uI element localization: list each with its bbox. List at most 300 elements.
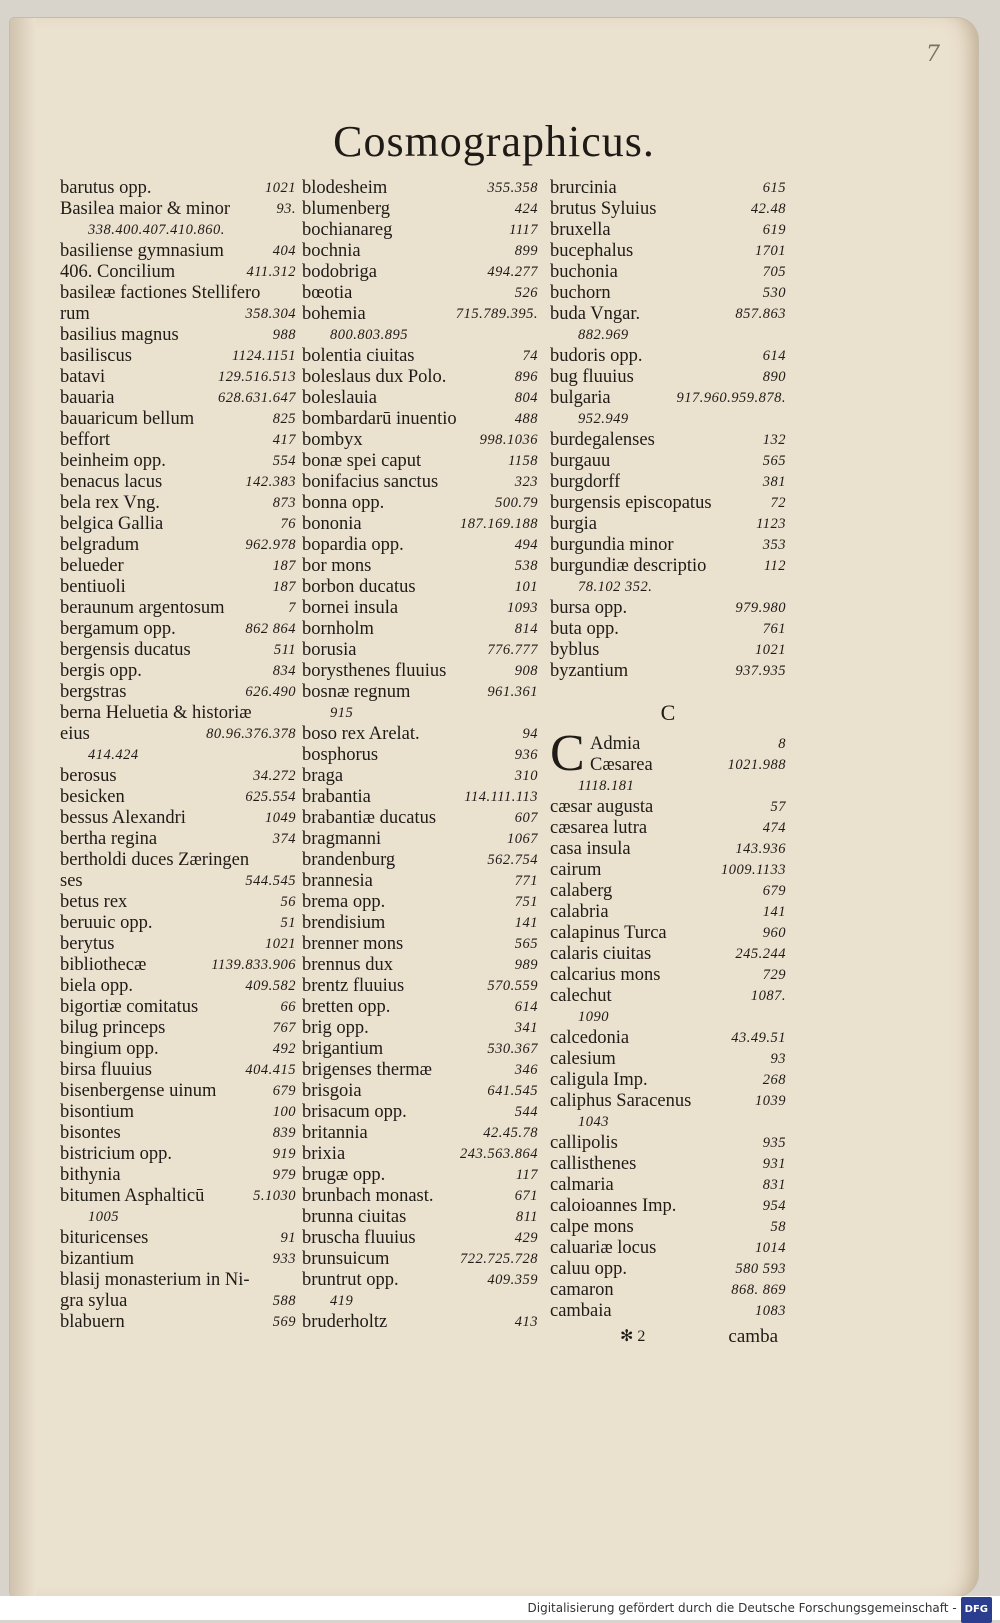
- index-term: bauaria: [60, 388, 115, 408]
- index-page-refs: 562.754: [487, 852, 538, 868]
- index-page-refs: 424: [514, 201, 538, 217]
- index-page-refs: 132: [762, 432, 786, 448]
- index-entry: [302, 871, 538, 892]
- index-column-2: [302, 178, 538, 1333]
- index-page-refs: 245.244: [735, 946, 786, 962]
- index-term: bizantium: [60, 1249, 134, 1269]
- index-page-refs: 917.960.959.878.: [676, 390, 786, 406]
- index-term: brunna ciuitas: [302, 1207, 407, 1227]
- index-page-refs: 1009.1133: [720, 862, 786, 878]
- index-entry: [302, 829, 538, 850]
- index-entry: [60, 493, 296, 514]
- index-term: burgundiæ descriptio: [550, 556, 707, 576]
- index-page-refs: 937.935: [735, 663, 786, 679]
- index-entry: [60, 367, 296, 388]
- index-page-refs: 1083: [755, 1303, 786, 1319]
- index-term: burgia: [550, 514, 597, 534]
- index-entry: [550, 241, 786, 262]
- index-term: burdegalenses: [550, 430, 655, 450]
- index-page-refs: 114.111.113: [464, 789, 538, 805]
- index-page-refs: 1049: [265, 810, 296, 826]
- catchword: camba: [728, 1326, 778, 1347]
- index-term: birsa fluuius: [60, 1060, 152, 1080]
- index-entry: [550, 535, 786, 556]
- index-entry: [60, 388, 296, 409]
- index-page-refs: 615: [762, 180, 786, 196]
- index-entry: [302, 1165, 538, 1186]
- index-entry: [302, 514, 538, 535]
- index-page-refs: 5.1030: [253, 1188, 296, 1204]
- index-entry: [550, 797, 786, 818]
- index-term: bela rex Vng.: [60, 493, 160, 513]
- index-entry: [60, 1060, 296, 1081]
- index-page-refs: 614: [762, 348, 786, 364]
- index-term: cæsarea lutra: [550, 818, 648, 838]
- index-term: brutus Syluius: [550, 199, 657, 219]
- index-entry: [60, 724, 296, 745]
- index-term: camaron: [550, 1280, 614, 1300]
- index-entry: [302, 304, 538, 325]
- index-entry: [60, 1186, 296, 1207]
- index-page-refs: 625.554: [245, 789, 296, 805]
- index-entry: [302, 997, 538, 1018]
- index-entry: [60, 1270, 296, 1291]
- index-term: bruntrut opp.: [302, 1270, 399, 1290]
- index-entry: [302, 178, 538, 199]
- index-entry: [60, 241, 296, 262]
- index-entry: [302, 388, 538, 409]
- index-page-refs: 353: [762, 537, 786, 553]
- index-entry: [302, 220, 538, 241]
- index-entry: [60, 829, 296, 850]
- index-entry: [60, 934, 296, 955]
- index-term: rum: [60, 304, 90, 324]
- digitization-footer: [0, 1596, 1000, 1620]
- index-page-refs: 619: [762, 222, 786, 238]
- index-entry: [302, 913, 538, 934]
- index-column-3: [550, 178, 786, 1348]
- index-page-refs: 42.48: [750, 201, 786, 217]
- index-entry-continuation: 1118.181: [578, 778, 635, 794]
- index-entry: [550, 472, 786, 493]
- index-entry: [302, 745, 538, 766]
- index-term: brigantium: [302, 1039, 384, 1059]
- index-page-refs: 1021: [755, 642, 786, 658]
- index-page-refs: [292, 703, 296, 724]
- index-entry: [550, 199, 786, 220]
- index-page-refs: 429: [514, 1230, 538, 1246]
- index-term: caliphus Saracenus: [550, 1091, 692, 1111]
- index-entry: [550, 367, 786, 388]
- index-term: bertholdi duces Zæringen: [60, 850, 250, 870]
- index-page-refs: 896: [514, 369, 538, 385]
- index-term: bosphorus: [302, 745, 379, 765]
- index-term: brendisium: [302, 913, 386, 933]
- index-page-refs: 91: [280, 1230, 296, 1246]
- index-term: budoris opp.: [550, 346, 643, 366]
- index-entry: [60, 1312, 296, 1333]
- index-entry: [60, 535, 296, 556]
- index-entry: [302, 409, 538, 430]
- index-page-refs: [292, 850, 296, 871]
- index-page-refs: 890: [762, 369, 786, 385]
- index-entry: [550, 514, 786, 535]
- index-entry: [60, 283, 296, 304]
- index-entry: [302, 1207, 538, 1228]
- index-term: calmaria: [550, 1175, 614, 1195]
- book-page: [10, 18, 978, 1596]
- index-page-refs: 1124.1151: [232, 348, 296, 364]
- index-term: brurcinia: [550, 178, 617, 198]
- catchline: [550, 1326, 786, 1348]
- index-term: bulgaria: [550, 388, 611, 408]
- index-term: bithynia: [60, 1165, 121, 1185]
- index-page-refs: 873: [272, 495, 296, 511]
- index-page-refs: 776.777: [487, 642, 538, 658]
- index-page-refs: 715.789.395.: [455, 306, 538, 322]
- index-term: beffort: [60, 430, 110, 450]
- index-entry: [302, 640, 538, 661]
- index-entry: [302, 493, 538, 514]
- index-entry-continuation: 800.803.895: [330, 327, 408, 343]
- index-term: bergamum opp.: [60, 619, 176, 639]
- index-page-refs: 42.45.78: [483, 1125, 538, 1141]
- index-entry: [60, 409, 296, 430]
- index-entry: [302, 934, 538, 955]
- index-entry: [302, 1270, 538, 1291]
- page-gutter: [10, 18, 36, 1596]
- index-entry: [550, 923, 786, 944]
- index-entry: [302, 1102, 538, 1123]
- index-term: boleslauia: [302, 388, 378, 408]
- index-entry: [60, 661, 296, 682]
- index-entry: [302, 724, 538, 745]
- index-entry: [302, 346, 538, 367]
- index-entry: [60, 1291, 296, 1312]
- index-entry: [60, 871, 296, 892]
- index-term: calabria: [550, 902, 609, 922]
- index-entry: [302, 976, 538, 997]
- index-entry: [550, 178, 786, 199]
- index-entry: [550, 1175, 786, 1196]
- index-term: brannesia: [302, 871, 373, 891]
- index-entry: [302, 1228, 538, 1249]
- index-page-refs: 544.545: [245, 873, 296, 889]
- index-term: calpe mons: [550, 1217, 634, 1237]
- index-page-refs: 346: [514, 1062, 538, 1078]
- index-term: bornei insula: [302, 598, 399, 618]
- index-term: bisontes: [60, 1123, 121, 1143]
- index-entry: [302, 955, 538, 976]
- index-term: bruderholtz: [302, 1312, 388, 1332]
- index-entry: [550, 451, 786, 472]
- index-entry: [550, 598, 786, 619]
- index-term: bononia: [302, 514, 362, 534]
- index-entry: [302, 808, 538, 829]
- index-term: brisacum opp.: [302, 1102, 407, 1122]
- index-term: bruscha fluuius: [302, 1228, 416, 1248]
- index-entry: [60, 598, 296, 619]
- dfg-logo: DFG: [961, 1597, 992, 1623]
- index-term: caloioannes Imp.: [550, 1196, 677, 1216]
- index-term: basilius magnus: [60, 325, 179, 345]
- index-term: batavi: [60, 367, 106, 387]
- index-term: casa insula: [550, 839, 631, 859]
- index-page-refs: 580 593: [735, 1261, 786, 1277]
- index-term: calechut: [550, 986, 612, 1006]
- index-term: blodesheim: [302, 178, 388, 198]
- index-entry-continuation: 419: [330, 1293, 354, 1309]
- dropcap-block: [550, 725, 786, 782]
- index-page-refs: 569: [272, 1314, 296, 1330]
- index-page-refs: 404.415: [245, 1062, 296, 1078]
- index-term: besicken: [60, 787, 125, 807]
- index-page-refs: 358.304: [245, 306, 296, 322]
- index-page-refs: 868. 869: [731, 1282, 786, 1298]
- index-entry-continuation: 952.949: [578, 411, 629, 427]
- index-entry: [60, 976, 296, 997]
- index-term: beruuic opp.: [60, 913, 153, 933]
- index-page-refs: 187: [272, 579, 296, 595]
- index-term: borusia: [302, 640, 357, 660]
- index-entry: [60, 619, 296, 640]
- index-term: brabantiæ ducatus: [302, 808, 437, 828]
- index-entry: [550, 1280, 786, 1301]
- index-entry: [550, 1238, 786, 1259]
- index-term: calapinus Turca: [550, 923, 667, 943]
- index-entry: [60, 1081, 296, 1102]
- index-entry: [590, 734, 786, 755]
- index-term: brabantia: [302, 787, 371, 807]
- index-page-refs: 565: [514, 936, 538, 952]
- index-term: berosus: [60, 766, 117, 786]
- index-term: brunsuicum: [302, 1249, 390, 1269]
- index-term: bruxella: [550, 220, 611, 240]
- index-term: caluu opp.: [550, 1259, 628, 1279]
- index-term: borbon ducatus: [302, 577, 416, 597]
- index-page-refs: 988: [272, 327, 296, 343]
- index-page-refs: 908: [514, 663, 538, 679]
- index-entry: [550, 619, 786, 640]
- index-entry: [60, 787, 296, 808]
- index-page-refs: 243.563.864: [460, 1146, 538, 1162]
- index-entry: [60, 577, 296, 598]
- index-page-refs: 960: [762, 925, 786, 941]
- index-entry: [302, 1144, 538, 1165]
- index-term: bœotia: [302, 283, 353, 303]
- index-page-refs: 58: [770, 1219, 786, 1235]
- index-term: blumenberg: [302, 199, 391, 219]
- index-term: bilug princeps: [60, 1018, 166, 1038]
- index-term: berna Heluetia & historiæ: [60, 703, 252, 723]
- dropcap-entries: [550, 734, 786, 776]
- index-term: bopardia opp.: [302, 535, 404, 555]
- index-page-refs: 413: [514, 1314, 538, 1330]
- index-page-refs: 1067: [507, 831, 538, 847]
- index-page-refs: [292, 283, 296, 304]
- index-page-refs: 530.367: [487, 1041, 538, 1057]
- index-term: bombyx: [302, 430, 363, 450]
- index-page-refs: 323: [514, 474, 538, 490]
- index-entry: [550, 220, 786, 241]
- index-entry: [60, 1249, 296, 1270]
- index-term: bituricenses: [60, 1228, 149, 1248]
- index-entry: [302, 1123, 538, 1144]
- index-page-refs: 614: [514, 999, 538, 1015]
- index-entry: [302, 241, 538, 262]
- index-entry: [550, 388, 786, 409]
- index-page-refs: 80.96.376.378: [206, 726, 296, 742]
- index-page-refs: 729: [762, 967, 786, 983]
- index-entry: [550, 1196, 786, 1217]
- index-entry: [60, 304, 296, 325]
- index-entry: [302, 451, 538, 472]
- index-entry: [550, 283, 786, 304]
- index-entry: [60, 1144, 296, 1165]
- index-term: gra sylua: [60, 1291, 128, 1311]
- index-page-refs: 834: [272, 663, 296, 679]
- index-term: brema opp.: [302, 892, 386, 912]
- index-entry: [550, 986, 786, 1007]
- index-term: brugæ opp.: [302, 1165, 386, 1185]
- section-letter-heading: C: [660, 700, 676, 725]
- index-page-refs: 500.79: [495, 495, 538, 511]
- index-page-refs: 526: [514, 285, 538, 301]
- index-page-refs: 530: [762, 285, 786, 301]
- index-page-refs: 187: [272, 558, 296, 574]
- index-entry: [60, 1039, 296, 1060]
- index-page-refs: 141: [514, 915, 538, 931]
- index-term: bornholm: [302, 619, 374, 639]
- index-entry: [302, 535, 538, 556]
- index-term: brandenburg: [302, 850, 396, 870]
- index-term: ses: [60, 871, 83, 891]
- index-entry: [60, 346, 296, 367]
- index-term: buta opp.: [550, 619, 619, 639]
- index-term: bigortiæ comitatus: [60, 997, 199, 1017]
- index-page-refs: 641.545: [487, 1083, 538, 1099]
- index-page-refs: 7: [288, 600, 296, 616]
- index-page-refs: 1158: [508, 453, 538, 469]
- index-term: bingium opp.: [60, 1039, 159, 1059]
- index-page-refs: 804: [514, 390, 538, 406]
- index-term: callipolis: [550, 1133, 618, 1153]
- index-entry: [302, 283, 538, 304]
- index-entry-continuation: 1090: [578, 1009, 609, 1025]
- index-page-refs: 494.277: [487, 264, 538, 280]
- index-term: brisgoia: [302, 1081, 362, 1101]
- index-page-refs: 705: [762, 264, 786, 280]
- index-term: beinheim opp.: [60, 451, 166, 471]
- index-entry: [550, 860, 786, 881]
- index-page-refs: 51: [280, 915, 296, 931]
- index-term: bodobriga: [302, 262, 378, 282]
- index-term: calaberg: [550, 881, 613, 901]
- index-term: blabuern: [60, 1312, 125, 1332]
- index-entry: [302, 1249, 538, 1270]
- index-entry: [550, 346, 786, 367]
- index-term: belgica Gallia: [60, 514, 164, 534]
- index-entry: [302, 430, 538, 451]
- footer-text: Digitalisierung gefördert durch die Deutsche Forschungsgemeinschaft -: [527, 1601, 957, 1615]
- index-page-refs: 57: [770, 799, 786, 815]
- index-entry: [60, 451, 296, 472]
- index-entry: [60, 556, 296, 577]
- index-page-refs: 626.490: [245, 684, 296, 700]
- index-page-refs: 771: [514, 873, 538, 889]
- index-page-refs: 554: [272, 453, 296, 469]
- index-page-refs: 1123: [756, 516, 786, 532]
- index-term: brenner mons: [302, 934, 404, 954]
- index-page-refs: 931: [762, 1156, 786, 1172]
- index-term: braga: [302, 766, 344, 786]
- index-page-refs: 93.: [276, 201, 296, 217]
- index-page-refs: 409.582: [245, 978, 296, 994]
- index-term: bergensis ducatus: [60, 640, 191, 660]
- index-page-refs: 998.1036: [479, 432, 538, 448]
- index-term: boso rex Arelat.: [302, 724, 420, 744]
- index-entry: [60, 1165, 296, 1186]
- index-term: bochnia: [302, 241, 361, 261]
- dropcap-initial: C: [550, 725, 585, 782]
- index-page-refs: 187.169.188: [460, 516, 538, 532]
- index-term: bosnæ regnum: [302, 682, 411, 702]
- index-page-refs: 66: [280, 999, 296, 1015]
- index-entry: [550, 1259, 786, 1280]
- index-term: buda Vngar.: [550, 304, 641, 324]
- index-term: brig opp.: [302, 1018, 369, 1038]
- index-page-refs: 117: [515, 1167, 538, 1183]
- index-page-refs: 544: [514, 1104, 538, 1120]
- index-page-refs: 494: [514, 537, 538, 553]
- index-entry-continuation: 414.424: [88, 747, 139, 763]
- index-page-refs: 899: [514, 243, 538, 259]
- index-page-refs: 417: [272, 432, 296, 448]
- index-term: bonæ spei caput: [302, 451, 422, 471]
- index-entry: [60, 997, 296, 1018]
- index-page-refs: 112: [763, 558, 786, 574]
- index-term: brigenses thermæ: [302, 1060, 432, 1080]
- index-term: bonna opp.: [302, 493, 385, 513]
- index-page-refs: 628.631.647: [218, 390, 296, 406]
- index-page-refs: 565: [762, 453, 786, 469]
- index-page-refs: 857.863: [735, 306, 786, 322]
- index-page-refs: 474: [762, 820, 786, 836]
- index-term: brunbach monast.: [302, 1186, 434, 1206]
- index-entry: [60, 199, 296, 220]
- index-page-refs: 935: [762, 1135, 786, 1151]
- index-term: calaris ciuitas: [550, 944, 652, 964]
- index-entry: [302, 199, 538, 220]
- index-column-1: [60, 178, 296, 1333]
- index-page-refs: 1087.: [750, 988, 786, 1004]
- index-entry: [60, 1018, 296, 1039]
- index-term: Cæsarea: [590, 755, 653, 775]
- index-page-refs: 1014: [755, 1240, 786, 1256]
- index-page-refs: 143.936: [735, 841, 786, 857]
- index-page-refs: 8: [778, 736, 786, 752]
- index-page-refs: 141: [762, 904, 786, 920]
- index-term: blasij monasterium in Ni-: [60, 1270, 250, 1290]
- index-page-refs: 1021: [265, 936, 296, 952]
- index-page-refs: 374: [272, 831, 296, 847]
- index-term: berytus: [60, 934, 115, 954]
- index-entry: [302, 577, 538, 598]
- index-page-refs: 751: [514, 894, 538, 910]
- index-entry: [60, 850, 296, 871]
- index-entry: [60, 325, 296, 346]
- index-entry: [550, 1133, 786, 1154]
